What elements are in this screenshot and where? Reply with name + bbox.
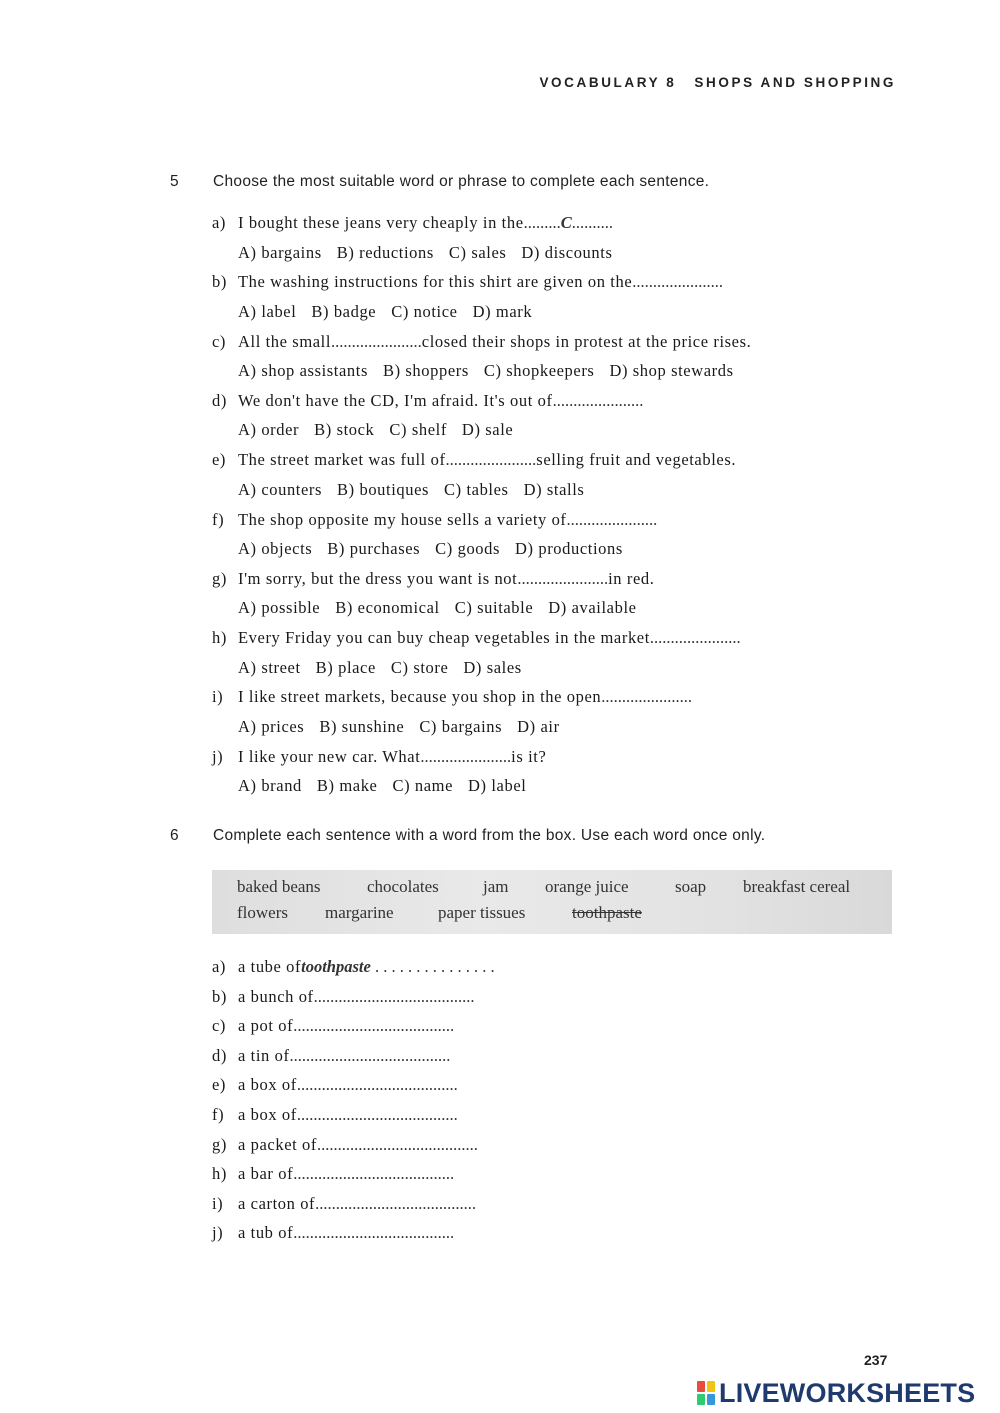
question-label: h) bbox=[212, 628, 227, 648]
answer-option[interactable]: D) mark bbox=[472, 301, 533, 321]
item-label: h) bbox=[212, 1164, 227, 1184]
answer-option[interactable]: C) name bbox=[392, 776, 454, 796]
item-text: a tin of bbox=[238, 1045, 290, 1065]
box-word: flowers bbox=[237, 903, 288, 922]
item-text: a box of bbox=[238, 1075, 297, 1095]
answer-blank[interactable]: ....................................... bbox=[313, 986, 475, 1006]
question-label: j) bbox=[212, 746, 224, 766]
question-text: I'm sorry, but the dress you want is not bbox=[238, 568, 518, 588]
options-row bbox=[238, 361, 734, 381]
answer-blank[interactable]: ...................... bbox=[331, 331, 422, 351]
page-header bbox=[539, 75, 896, 90]
answer-option[interactable]: D) stalls bbox=[523, 479, 585, 499]
question-row bbox=[212, 747, 546, 767]
answer-option[interactable]: A) counters bbox=[238, 479, 323, 499]
answer-option[interactable]: D) label bbox=[468, 776, 527, 796]
box-word: orange juice bbox=[545, 877, 629, 896]
options-row bbox=[238, 658, 522, 678]
answer-blank[interactable]: ...................... bbox=[445, 450, 537, 470]
answer-option[interactable]: C) shopkeepers bbox=[483, 361, 595, 381]
answer-option[interactable]: B) badge bbox=[311, 301, 377, 321]
answer-option[interactable]: B) place bbox=[315, 657, 376, 677]
answer-option[interactable]: A) shop assistants bbox=[238, 361, 368, 381]
answer-option[interactable]: D) sales bbox=[463, 657, 522, 677]
exercise-number: 5 bbox=[170, 173, 179, 190]
answer-option[interactable]: C) shelf bbox=[389, 420, 447, 440]
fill-in-row bbox=[212, 1164, 454, 1184]
box-word-used: toothpaste bbox=[572, 903, 642, 922]
answer-option[interactable]: A) objects bbox=[238, 539, 313, 558]
answer-option[interactable]: A) possible bbox=[238, 598, 321, 618]
box-word: jam bbox=[483, 877, 509, 896]
item-label: g) bbox=[212, 1134, 227, 1154]
answer-option[interactable]: B) purchases bbox=[327, 539, 421, 558]
answer-option[interactable]: D) air bbox=[517, 716, 560, 736]
answer-option[interactable]: D) discounts bbox=[521, 242, 613, 262]
question-row bbox=[212, 450, 736, 470]
question-text: We don't have the CD, I'm afraid. It's out of bbox=[238, 390, 553, 410]
answer-option[interactable]: B) boutiques bbox=[337, 479, 430, 499]
item-label: f) bbox=[212, 1105, 225, 1124]
box-word: margarine bbox=[325, 903, 394, 922]
fill-in-row bbox=[212, 1223, 454, 1243]
exercise-number: 6 bbox=[170, 827, 179, 844]
answer-option[interactable]: B) reductions bbox=[336, 242, 434, 262]
answer-option[interactable]: D) productions bbox=[515, 539, 623, 558]
item-label: c) bbox=[212, 1016, 227, 1036]
box-word: baked beans bbox=[237, 877, 321, 896]
question-text: Every Friday you can buy cheap vegetables in the market bbox=[238, 628, 650, 648]
answer-option[interactable]: C) goods bbox=[435, 539, 501, 558]
question-text: I bought these jeans very cheaply in the bbox=[238, 213, 524, 232]
word-box bbox=[212, 870, 892, 934]
answer-blank[interactable]: ...................... bbox=[420, 746, 512, 766]
question-row bbox=[212, 213, 613, 233]
question-row bbox=[212, 391, 643, 411]
fill-in-row bbox=[212, 957, 495, 977]
answer-option[interactable]: C) tables bbox=[444, 479, 509, 499]
question-text: The street market was full of bbox=[238, 450, 446, 470]
answer-option[interactable]: A) street bbox=[238, 657, 301, 677]
answer-option[interactable]: D) shop stewards bbox=[609, 361, 734, 381]
question-label: c) bbox=[212, 331, 227, 351]
box-word: paper tissues bbox=[438, 903, 526, 922]
answer-blank[interactable]: ...................... bbox=[566, 509, 658, 529]
options-row bbox=[238, 717, 560, 737]
answer-blank[interactable]: toothpaste . . . . . . . . . . . . . . . bbox=[301, 957, 495, 976]
question-text: I like street markets, because you shop in the open bbox=[238, 687, 602, 707]
item-text: a box of bbox=[238, 1105, 297, 1124]
options-row bbox=[238, 776, 526, 796]
logo-icon bbox=[697, 1381, 715, 1405]
fill-in-row bbox=[212, 1075, 458, 1095]
item-text: a pot of bbox=[238, 1016, 294, 1036]
answer-blank[interactable]: ...................... bbox=[632, 272, 723, 292]
answer-option[interactable]: A) brand bbox=[238, 776, 302, 796]
question-label: d) bbox=[212, 390, 227, 410]
answer-option[interactable]: C) sales bbox=[448, 242, 507, 262]
item-text: a carton of bbox=[238, 1193, 316, 1213]
exercise-6-heading bbox=[170, 827, 765, 845]
question-row bbox=[212, 628, 741, 648]
answer-blank[interactable]: ...................... bbox=[649, 628, 741, 648]
options-row bbox=[238, 539, 623, 559]
fill-in-row bbox=[212, 1105, 458, 1125]
answer-option[interactable]: A) prices bbox=[238, 716, 305, 736]
fill-in-row bbox=[212, 1135, 478, 1155]
options-row bbox=[238, 302, 532, 322]
liveworksheets-logo bbox=[697, 1378, 975, 1408]
question-text-end: is it? bbox=[511, 746, 547, 766]
question-text: The washing instructions for this shirt are given on the bbox=[238, 272, 633, 292]
unit-label: VOCABULARY 8 bbox=[539, 75, 677, 90]
answer-blank[interactable]: ...................... bbox=[517, 568, 609, 588]
question-text-end: closed their shops in protest at the price rises. bbox=[421, 331, 752, 351]
answer-option[interactable]: D) sale bbox=[461, 420, 514, 440]
question-text-end: selling fruit and vegetables. bbox=[536, 450, 737, 470]
box-word: breakfast cereal bbox=[743, 877, 851, 896]
answer-option[interactable]: C) suitable bbox=[454, 598, 534, 618]
answer-option[interactable]: C) notice bbox=[391, 301, 458, 321]
question-text: I like your new car. What bbox=[238, 746, 421, 766]
answer-blank[interactable]: .........C.......... bbox=[523, 213, 614, 232]
answer-option[interactable]: B) sunshine bbox=[319, 716, 405, 736]
answer-blank[interactable]: ...................... bbox=[601, 687, 693, 707]
question-label: g) bbox=[212, 568, 227, 588]
answer-option[interactable]: B) make bbox=[316, 776, 378, 796]
answer-blank[interactable]: ....................................... bbox=[296, 1105, 458, 1124]
exercise-instruction: Choose the most suitable word or phrase to complete each sentence. bbox=[213, 173, 710, 190]
options-row bbox=[238, 598, 637, 618]
answer-option[interactable]: A) bargains bbox=[238, 242, 322, 262]
filled-answer: toothpaste bbox=[301, 957, 371, 976]
fill-in-row bbox=[212, 1194, 476, 1214]
answer-option[interactable]: A) label bbox=[238, 301, 297, 321]
question-text-end: in red. bbox=[608, 568, 655, 588]
item-label: i) bbox=[212, 1193, 224, 1213]
question-text: All the small bbox=[238, 331, 332, 351]
answer-blank[interactable]: ....................................... bbox=[293, 1164, 455, 1184]
options-row bbox=[238, 243, 612, 263]
item-label: d) bbox=[212, 1045, 227, 1065]
answer-blank[interactable]: ....................................... bbox=[315, 1193, 477, 1213]
question-row bbox=[212, 687, 692, 707]
item-label: e) bbox=[212, 1075, 227, 1095]
answer-blank[interactable]: ....................................... bbox=[316, 1134, 478, 1154]
item-text: a tub of bbox=[238, 1223, 294, 1243]
answer-blank[interactable]: ....................................... bbox=[296, 1075, 458, 1095]
logo-text: LIVEWORKSHEETS bbox=[719, 1377, 976, 1408]
answer-option[interactable]: A) order bbox=[238, 420, 300, 440]
answer-blank[interactable]: ....................................... bbox=[293, 1016, 455, 1036]
exercise-5-heading bbox=[170, 173, 709, 191]
question-label: i) bbox=[212, 687, 224, 707]
answer-blank[interactable]: ...................... bbox=[552, 390, 644, 410]
item-label: a) bbox=[212, 957, 227, 976]
question-label: a) bbox=[212, 213, 227, 232]
answer-blank[interactable]: ....................................... bbox=[289, 1045, 451, 1065]
item-text: a bar of bbox=[238, 1164, 294, 1184]
fill-in-row bbox=[212, 1016, 454, 1036]
answer-option[interactable]: B) stock bbox=[314, 420, 375, 440]
question-row bbox=[212, 272, 723, 292]
question-text: The shop opposite my house sells a variety of bbox=[238, 509, 567, 529]
box-word: soap bbox=[675, 877, 707, 896]
options-row bbox=[238, 420, 513, 440]
answer-blank[interactable]: ....................................... bbox=[293, 1223, 455, 1243]
item-text: a tube of bbox=[238, 957, 302, 976]
question-label: b) bbox=[212, 272, 227, 292]
question-label: f) bbox=[212, 509, 225, 529]
answer-option[interactable]: B) economical bbox=[335, 598, 440, 618]
fill-in-row bbox=[212, 1046, 450, 1066]
fill-in-row bbox=[212, 987, 475, 1007]
question-row bbox=[212, 569, 654, 589]
page-number: 237 bbox=[864, 1352, 888, 1368]
answer-option[interactable]: B) shoppers bbox=[382, 361, 469, 381]
question-row bbox=[212, 332, 751, 352]
box-word: chocolates bbox=[367, 877, 439, 896]
topic-label: SHOPS AND SHOPPING bbox=[694, 75, 896, 90]
options-row bbox=[238, 480, 584, 500]
answer-option[interactable]: C) bargains bbox=[419, 716, 503, 736]
item-label: b) bbox=[212, 986, 227, 1006]
item-label: j) bbox=[212, 1223, 224, 1243]
question-label: e) bbox=[212, 450, 227, 470]
filled-answer: C bbox=[560, 213, 572, 232]
answer-option[interactable]: D) available bbox=[548, 598, 637, 618]
exercise-instruction: Complete each sentence with a word from the box. Use each word once only. bbox=[213, 827, 766, 844]
question-row bbox=[212, 510, 657, 530]
item-text: a bunch of bbox=[238, 986, 314, 1006]
item-text: a packet of bbox=[238, 1134, 317, 1154]
answer-option[interactable]: C) store bbox=[390, 657, 449, 677]
